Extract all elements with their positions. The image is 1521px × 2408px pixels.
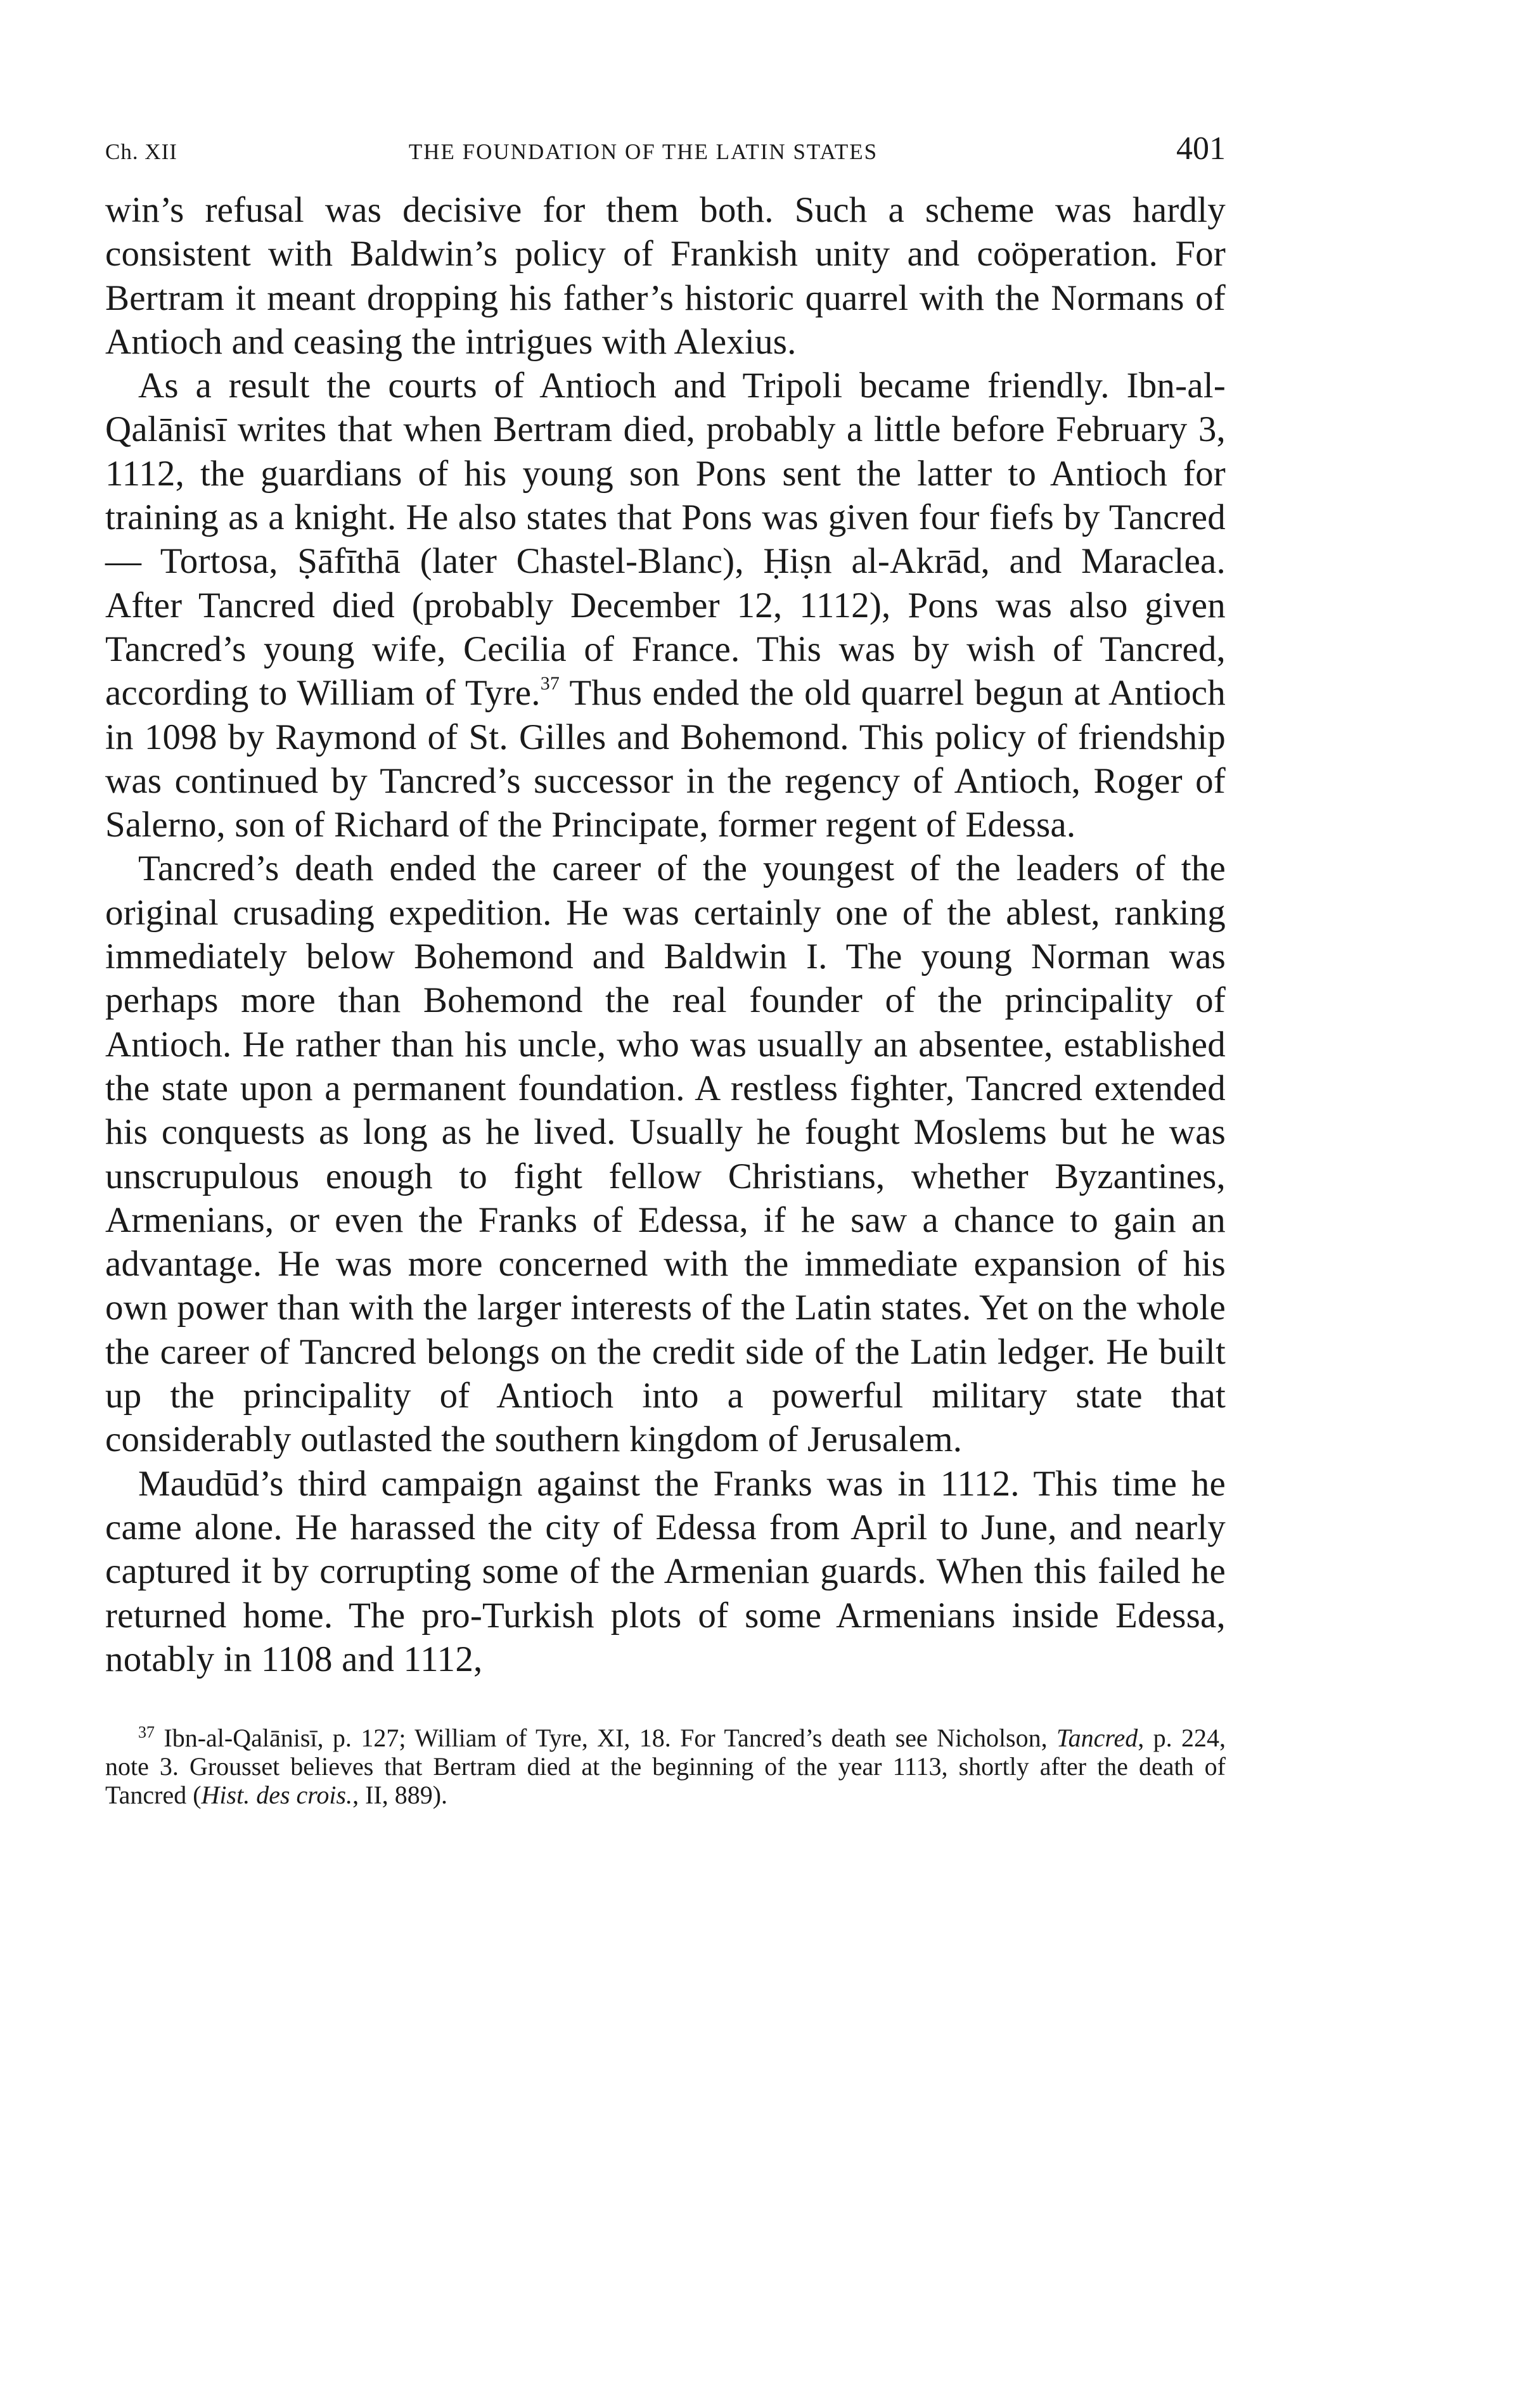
paragraph-3: Tancred’s death ended the career of the youngest of the leaders of the original crusading expedition. He was certainly one of the ablest, ranking immediately below Bohemond and Baldwin I. The young Norman was perhaps more than Bohemond the real founder of the principality of Antioch. He rather than his uncle, who was usually an absentee, established the state upon a permanent foundation. A restless fighter, Tancred extended his conquests as long as he lived. Usually he fought Moslems but he was unscrupulous enough to fight fellow Christians, whether Byzantines, Armenians, or even the Franks of Edessa, if he saw a chance to gain an advantage. He was more concerned with the immediate expansion of his own power than with the larger interests of the Latin states. Yet on the whole the career of Tancred belongs on the credit side of the Latin ledger. He built up the principality of Antioch into a powerful military state that considerably outlasted the southern kingdom of Jerusalem.	[105, 849, 1226, 1460]
paragraph-2	[105, 364, 1226, 847]
paragraph-2-part-b: Thus ended the old quarrel begun at Antioch in 1098 by Raymond of St. Gilles and Bohemond. This policy of friendship was continued by Tancred’s successor in the regency of Antioch, Roger of Salerno, son of Richard of the Principate, former regent of Edessa.	[105, 673, 1226, 845]
footnote-italic-title-1: Tancred	[1056, 1724, 1138, 1753]
footnote-reference: 37	[540, 673, 560, 695]
body-text	[105, 188, 1226, 1681]
chapter-label: Ch. XII	[105, 139, 177, 164]
footnote	[105, 1718, 1226, 1809]
footnote-text-a: Ibn-al-Qalānisī, p. 127; William of Tyre, XI, 18. For Tancred’s death see Nicholson,	[155, 1724, 1057, 1753]
page-number: 401	[1176, 131, 1226, 167]
footnote-text-b: , p. 224, note 3. Grousset believes that Bertram died at the beginning of the year 1113, shortly after the death of Tancred (	[105, 1724, 1226, 1810]
footnote-text-c: , II, 889).	[352, 1781, 448, 1810]
paragraph-4: Maudūd’s third campaign against the Franks was in 1112. This time he came alone. He harassed the city of Edessa from April to June, and nearly captured it by corrupting some of the Armenian guards. When this failed he returned home. The pro-Turkish plots of some Armenians inside Edessa, notably in 1108 and 1112,	[105, 1463, 1226, 1679]
running-header	[105, 130, 1226, 168]
footnote-italic-title-2: Hist. des crois.	[201, 1781, 353, 1810]
book-page	[105, 130, 1226, 1809]
paragraph-2-part-a: As a result the courts of Antioch and Tripoli became friendly. Ibn-al-Qalānisī writes that when Bertram died, probably a little before February 3, 1112, the guardians of his young son Pons sent the latter to Antioch for training as a knight. He also states that Pons was given four fiefs by Tancred — Tortosa, Ṣāfīthā (later Chastel-Blanc), Ḥiṣn al-Akrād, and Maraclea. After Tancred died (probably December 12, 1112), Pons was also given Tancred’s young wife, Cecilia of France. This was by wish of Tancred, according to William of Tyre.	[105, 366, 1226, 714]
running-title: THE FOUNDATION OF THE LATIN STATES	[408, 139, 878, 164]
footnote-number: 37	[138, 1723, 155, 1742]
paragraph-1: win’s refusal was decisive for them both. Such a scheme was hardly consistent with Baldwin’s policy of Frankish unity and coöperation. For Bertram it meant dropping his father’s historic quarrel with the Normans of Antioch and ceasing the intrigues with Alexius.	[105, 190, 1226, 362]
